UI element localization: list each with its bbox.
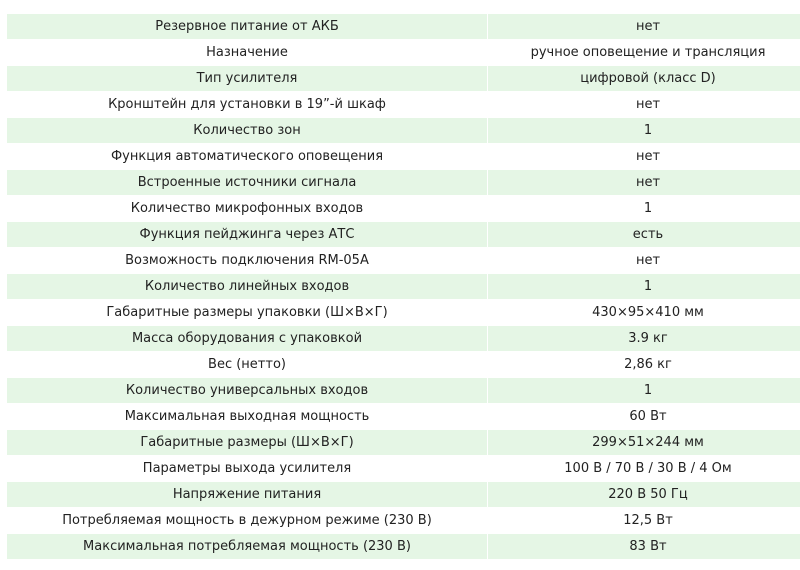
spec-param-value: 100 В / 70 В / 30 В / 4 Ом bbox=[488, 456, 800, 482]
spec-param-value: 1 bbox=[488, 118, 800, 144]
spec-row bbox=[7, 144, 800, 170]
spec-param-value: 299×51×244 мм bbox=[488, 430, 800, 456]
spec-row bbox=[7, 40, 800, 66]
spec-param-name: Функция пейджинга через АТС bbox=[7, 222, 488, 248]
spec-param-name: Встроенные источники сигнала bbox=[7, 170, 488, 196]
spec-row bbox=[7, 196, 800, 222]
spec-param-name: Масса оборудования с упаковкой bbox=[7, 326, 488, 352]
spec-row bbox=[7, 92, 800, 118]
spec-row bbox=[7, 508, 800, 534]
spec-row bbox=[7, 534, 800, 560]
spec-row bbox=[7, 352, 800, 378]
spec-param-name: Габаритные размеры (Ш×В×Г) bbox=[7, 430, 488, 456]
spec-param-value: 220 В 50 Гц bbox=[488, 482, 800, 508]
spec-param-name: Количество зон bbox=[7, 118, 488, 144]
spec-param-name: Вес (нетто) bbox=[7, 352, 488, 378]
spec-param-value: цифровой (класс D) bbox=[488, 66, 800, 92]
spec-param-name: Резервное питание от АКБ bbox=[7, 14, 488, 40]
spec-param-name: Назначение bbox=[7, 40, 488, 66]
spec-param-name: Количество универсальных входов bbox=[7, 378, 488, 404]
spec-row bbox=[7, 300, 800, 326]
spec-row bbox=[7, 222, 800, 248]
spec-param-value: ручное оповещение и трансляция bbox=[488, 40, 800, 66]
spec-param-value: нет bbox=[488, 14, 800, 40]
spec-param-name: Напряжение питания bbox=[7, 482, 488, 508]
spec-row bbox=[7, 170, 800, 196]
spec-param-name: Кронштейн для установки в 19”-й шкаф bbox=[7, 92, 488, 118]
spec-param-value: 60 Вт bbox=[488, 404, 800, 430]
spec-param-value: 83 Вт bbox=[488, 534, 800, 560]
spec-row bbox=[7, 326, 800, 352]
spec-row bbox=[7, 66, 800, 92]
specifications-table-body bbox=[7, 14, 800, 560]
spec-param-name: Количество микрофонных входов bbox=[7, 196, 488, 222]
spec-param-name: Функция автоматического оповещения bbox=[7, 144, 488, 170]
specifications-table bbox=[7, 14, 800, 560]
spec-param-name: Параметры выхода усилителя bbox=[7, 456, 488, 482]
spec-row bbox=[7, 456, 800, 482]
spec-param-value: нет bbox=[488, 170, 800, 196]
spec-row bbox=[7, 482, 800, 508]
spec-param-value: 1 bbox=[488, 196, 800, 222]
spec-row bbox=[7, 378, 800, 404]
spec-param-name: Тип усилителя bbox=[7, 66, 488, 92]
spec-param-name: Максимальная потребляемая мощность (230 В) bbox=[7, 534, 488, 560]
spec-row bbox=[7, 404, 800, 430]
spec-param-value: 1 bbox=[488, 274, 800, 300]
spec-param-value: 12,5 Вт bbox=[488, 508, 800, 534]
spec-row bbox=[7, 118, 800, 144]
spec-param-value: 430×95×410 мм bbox=[488, 300, 800, 326]
spec-param-name: Количество линейных входов bbox=[7, 274, 488, 300]
spec-row bbox=[7, 274, 800, 300]
spec-row bbox=[7, 248, 800, 274]
spec-row bbox=[7, 430, 800, 456]
spec-param-value: нет bbox=[488, 92, 800, 118]
spec-param-name: Возможность подключения RM-05A bbox=[7, 248, 488, 274]
spec-param-value: 1 bbox=[488, 378, 800, 404]
spec-param-value: 2,86 кг bbox=[488, 352, 800, 378]
spec-param-name: Габаритные размеры упаковки (Ш×В×Г) bbox=[7, 300, 488, 326]
spec-param-name: Потребляемая мощность в дежурном режиме (230 В) bbox=[7, 508, 488, 534]
spec-param-value: 3.9 кг bbox=[488, 326, 800, 352]
spec-param-value: нет bbox=[488, 144, 800, 170]
spec-param-value: есть bbox=[488, 222, 800, 248]
spec-param-name: Максимальная выходная мощность bbox=[7, 404, 488, 430]
spec-row bbox=[7, 14, 800, 40]
spec-param-value: нет bbox=[488, 248, 800, 274]
